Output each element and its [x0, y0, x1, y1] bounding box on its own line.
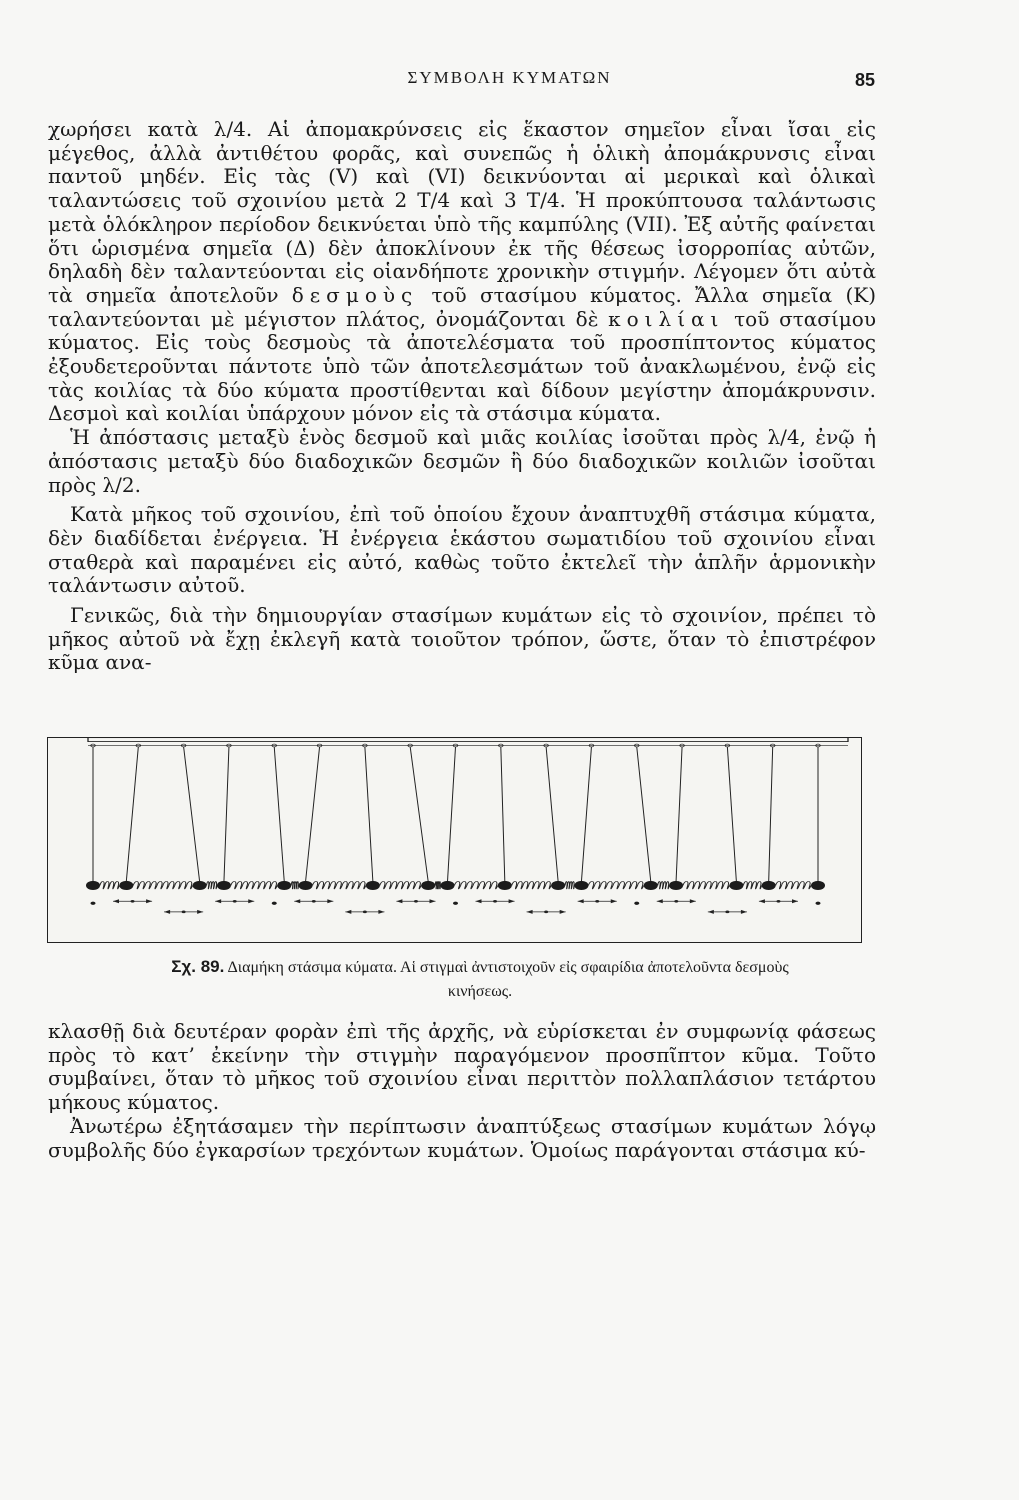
node-dot [272, 902, 277, 905]
figure-standing-waves [47, 737, 862, 943]
pendulum-thread [676, 747, 682, 882]
arrow-head-left [578, 899, 584, 903]
arrow-head-right [741, 910, 747, 914]
arrow-head-left [345, 910, 351, 914]
pendulum-thread [224, 747, 229, 882]
spring-coil [683, 881, 729, 888]
arrow-center-dot [233, 900, 237, 903]
pendulum-thread [769, 747, 773, 882]
arrow-head-right [146, 899, 152, 903]
pendulum-bob [669, 881, 683, 890]
pendulum-bob [762, 881, 776, 890]
spring-coil [231, 881, 277, 888]
spring-coil [455, 881, 498, 888]
spring-coil [743, 881, 761, 888]
pendulum-thread [727, 747, 736, 882]
node-dot [453, 902, 458, 905]
pendulum-thread [184, 747, 200, 882]
arrow-head-left [215, 899, 221, 903]
body-text-top [48, 118, 876, 675]
support-bar [88, 738, 848, 742]
emphasis-desmous: δεσμοὺς [291, 282, 419, 307]
pendulum-thread [448, 747, 456, 882]
spring-coil [207, 881, 217, 888]
arrow-head-right [611, 899, 617, 903]
spring-coil [588, 881, 643, 888]
arrow-head-left [113, 899, 119, 903]
arrow-center-dot [363, 911, 367, 914]
pendulum-thread [410, 747, 428, 882]
arrow-head-right [560, 910, 566, 914]
figure-label: Σχ. 89. [171, 957, 225, 976]
paragraph-3: Κατὰ μῆκος τοῦ σχοινίου, ἐπὶ τοῦ ὁποίου ἔχουν ἀναπτυχθῆ στάσιμα κύματα, δὲν διαδίδεται ἐνέργεια. Ἡ ἐνέργεια ἑκάστου σωματιδίου τοῦ σχοινίου εἶναι σταθερὰ καὶ παραμένει εἰς αὐτό, καθὼς τοῦτο ἐκτελεῖ τὴν ἁπλῆν ἁρμονικὴν ταλάντωσιν αὐτοῦ. [48, 502, 876, 598]
spring-coil [776, 881, 811, 888]
spring-coil [512, 881, 551, 888]
paragraph-4: Γενικῶς, διὰ τὴν δημιουργίαν στασίμων κυμάτων εἰς τὸ σχοινίον, πρέπει τὸ μῆκος αὐτοῦ νὰ ἔχῃ ἐκλεγῆ κατὰ τοιοῦτον τρόπον, ὥστε, ὅταν τὸ ἐπιστρέφον κῦμα ανα- [48, 603, 876, 675]
paragraph-2: Ἡ ἀπόστασις μεταξὺ ἑνὸς δεσμοῦ καὶ μιᾶς κοιλίας ἰσοῦται πρὸς λ/4, ἐνῷ ἡ ἀπόστασις μεταξὺ δύο διαδοχικῶν δεσμῶν ἢ δύο διαδοχικῶν κοιλιῶν ἰσοῦται πρὸς λ/2. [48, 425, 876, 497]
pendulum-thread [501, 747, 505, 882]
spring-coil [658, 881, 669, 888]
arrow-head-right [327, 899, 333, 903]
arrow-center-dot [312, 900, 316, 903]
figure-caption-text: Διαμήκη στάσιμα κύματα. Αἱ στιγμαὶ ἀντιστοιχοῦν εἰς σφαιρίδια ἀποτελοῦντα δεσμοὺς κινήσεως. [227, 959, 789, 1000]
pendulum-bob [811, 881, 825, 890]
arrow-center-dot [725, 911, 729, 914]
body-text-bottom [48, 1020, 876, 1162]
spring-coil [291, 881, 298, 888]
page-header [0, 66, 1019, 96]
paragraph-1 [48, 118, 876, 426]
figure-caption [160, 955, 800, 1004]
running-title: ΣΥΜΒΟΛΗ ΚΥΜΑΤΩΝ [407, 68, 612, 87]
pendulum-bob [217, 881, 231, 890]
paragraph-6: Ἀνωτέρω ἐξητάσαμεν τὴν περίπτωσιν ἀναπτύξεως στασίμων κυμάτων λόγῳ συμβολῆς δύο ἐγκαρσίων τρεχόντων κυμάτων. Ὁμοίως παράγονται στάσιμα κύ- [48, 1113, 876, 1162]
arrow-head-left [476, 899, 482, 903]
spring-coil [565, 881, 574, 888]
arrow-center-dot [131, 900, 135, 903]
pendulum-bob [729, 881, 743, 890]
arrow-center-dot [182, 911, 186, 914]
arrow-head-right [509, 899, 515, 903]
pendulum-thread [126, 747, 138, 882]
arrow-head-left [527, 910, 533, 914]
pendulum-thread [546, 747, 558, 882]
arrow-head-left [164, 910, 170, 914]
pendulum-bob [498, 881, 512, 890]
spring-coil [380, 881, 421, 888]
spring-coil [100, 881, 119, 888]
arrow-head-right [690, 899, 696, 903]
pendulum-bob [277, 881, 291, 890]
pendulum-bob [644, 881, 658, 890]
paragraph-1-part-c: τοῦ στασίμου κύματος. Εἰς τοὺς δεσμοὺς τὰ ἀποτελέσματα τοῦ προσπίπτοντος κύματος ἐξουδετεροῦνται πάντοτε ὑπὸ τῶν ἀποτελεσμάτων τοῦ ἀνακλωμένου, ἐνῷ εἰς τὰς κοιλίας τὰ δύο κύματα προστίθενται καὶ δίδουν μεγίστην ἀπομάκρυνσιν. Δεσμοὶ καὶ κοιλίαι ὑπάρχουν μόνον εἰς τὰ στάσιμα κύματα. [48, 306, 876, 426]
pendulum-bob [421, 881, 435, 890]
arrow-center-dot [544, 911, 548, 914]
pendulum-thread [274, 747, 284, 882]
emphasis-koiliai: κοιλίαι [608, 306, 725, 331]
arrow-head-left [396, 899, 402, 903]
arrow-head-left [657, 899, 663, 903]
pendulum-bob [551, 881, 565, 890]
arrow-center-dot [776, 900, 780, 903]
arrow-head-right [378, 910, 384, 914]
paragraph-5: κλασθῇ διὰ δευτέραν φορὰν ἐπὶ τῆς ἀρχῆς, νὰ εὑρίσκεται ἐν συμφωνίᾳ φάσεως πρὸς τὸ κατ’ ἐκείνην τὴν στιγμὴν παραγόμενον προσπῖπτον κῦμα. Τοῦτο συμβαίνει, ὅταν τὸ μῆκος τοῦ σχοινίου εἶναι περιττὸν πολλαπλάσιον τετάρτου μήκους κύματος. [48, 1019, 876, 1115]
node-dot [91, 902, 96, 905]
page-number: 85 [854, 70, 875, 90]
pendulum-bob [574, 881, 588, 890]
node-dot [634, 902, 639, 905]
pendulum-thread [306, 747, 320, 882]
pendulum-thread [637, 747, 651, 882]
spring-coil [133, 881, 192, 888]
arrow-center-dot [493, 900, 497, 903]
figure-group [86, 738, 848, 914]
arrow-head-left [708, 910, 714, 914]
pendulum-bob [119, 881, 133, 890]
arrow-head-right [248, 899, 254, 903]
pendulum-bob [86, 881, 100, 890]
paragraph-1-part-a: χωρήσει κατὰ λ/4. Αἱ ἀπομακρύνσεις εἰς ἕκαστον σημεῖον εἶναι ἴσαι εἰς μέγεθος, ἀλλὰ ἀντιθέτου φορᾶς, καὶ συνεπῶς ἡ ὁλικὴ ἀπομάκρυνσις εἶναι παντοῦ μηδέν. Εἰς τὰς (V) καὶ (VI) δεικνύονται αἱ μερικαὶ καὶ ὁλικαὶ ταλαντώσεις τοῦ σχοινίου μετὰ 2 Τ/4 καὶ 3 Τ/4. Ἡ προκύπτουσα ταλάντωσις μετὰ ὁλόκληρον περίοδον δεικνύεται ὑπὸ τῆς καμπύλης (VII). Ἐξ αὐτῆς φαίνεται ὅτι ὡρισμένα σημεῖα (Δ) δὲν ἀποκλίνουν ἐκ τῆς θέσεως ἰσορροπίας αὐτῶν, δηλαδὴ δὲν ταλαντεύονται εἰς οἱανδήποτε χρονικὴν στιγμήν. Λέγομεν ὅτι αὐτὰ τὰ σημεῖα ἀποτελοῦν [48, 117, 876, 307]
node-dot [816, 902, 821, 905]
pendulum-thread [365, 747, 373, 882]
arrow-head-left [759, 899, 765, 903]
arrow-center-dot [414, 900, 418, 903]
pendulum-bob [441, 881, 455, 890]
figure-drawing [48, 738, 861, 942]
spring-coil [435, 881, 440, 888]
spring-coil [313, 881, 366, 888]
arrow-head-left [294, 899, 300, 903]
arrow-head-right [197, 910, 203, 914]
arrow-head-right [430, 899, 436, 903]
arrow-center-dot [674, 900, 678, 903]
pendulum-thread [581, 747, 591, 882]
paragraph-1-part-b: τοῦ στασίμου κύματος. Ἄλλα σημεῖα (Κ) ταλαντεύονται μὲ μέγιστον πλάτος, ὀνομάζονται δὲ [48, 282, 877, 331]
pendulum-bob [193, 881, 207, 890]
pendulum-bob [299, 881, 313, 890]
arrow-center-dot [595, 900, 599, 903]
pendulum-bob [366, 881, 380, 890]
arrow-head-right [792, 899, 798, 903]
